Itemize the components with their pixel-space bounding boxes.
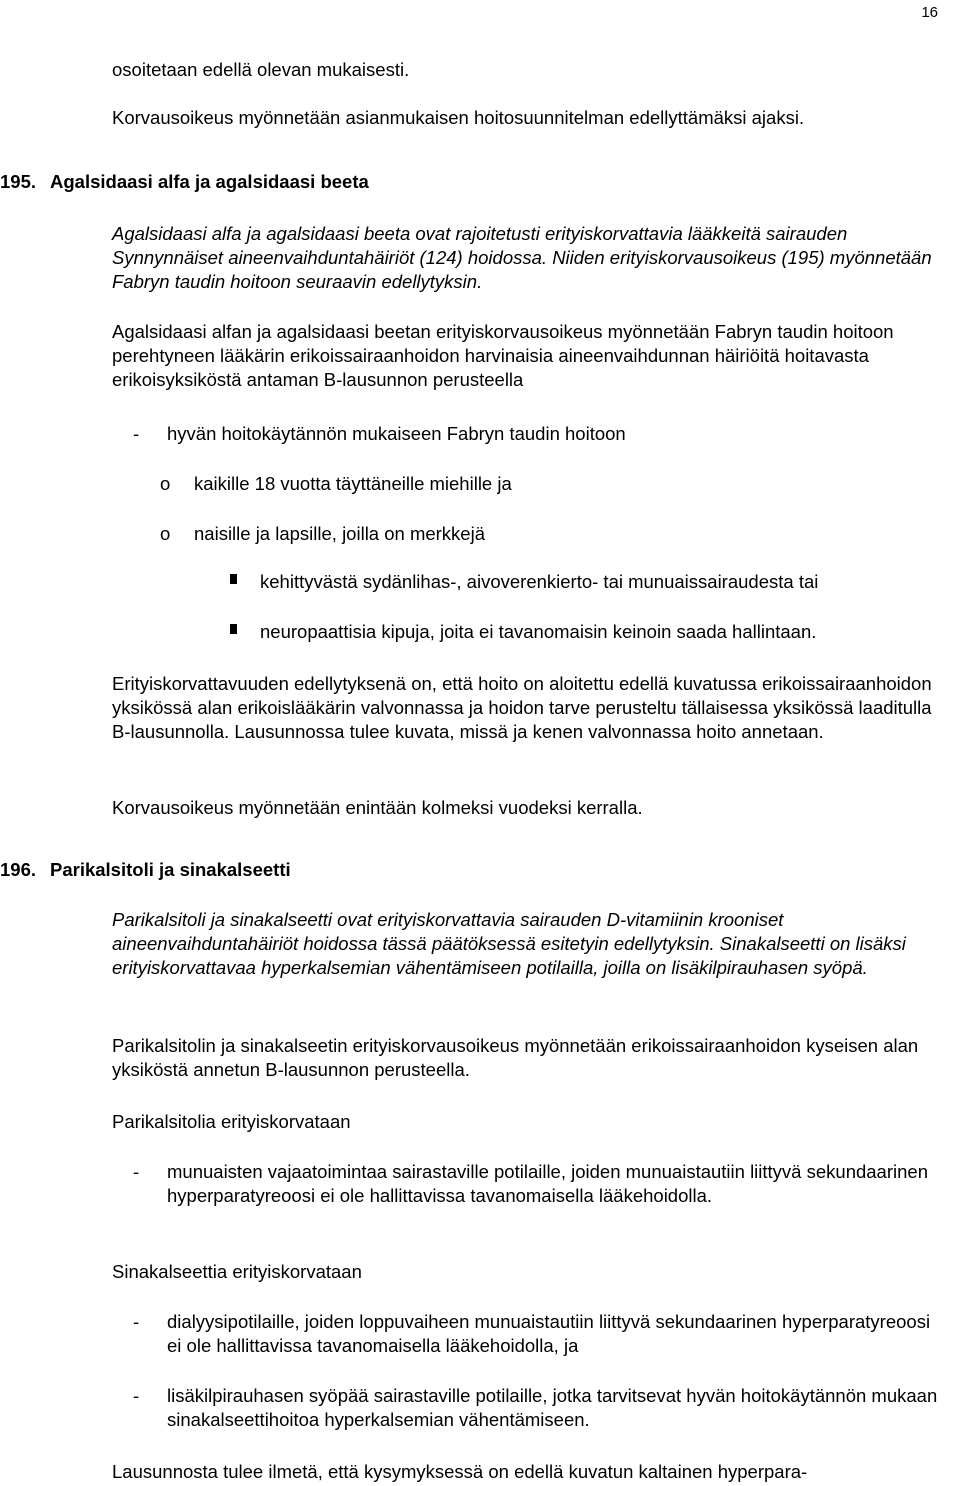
dash-bullet: - bbox=[133, 423, 140, 444]
dash-bullet: - bbox=[133, 1385, 140, 1406]
section-196-title: Parikalsitoli ja sinakalseetti bbox=[50, 859, 291, 880]
section-195-square-item-1: kehittyvästä sydänlihas-, aivoverenkierto- tai munuaissairaudesta tai bbox=[260, 571, 819, 592]
section-195-paragraph-4: Korvausoikeus myönnetään enintään kolmeksi vuodeksi kerralla. bbox=[112, 797, 643, 818]
section-195-dash-item: hyvän hoitokäytännön mukaiseen Fabryn taudin hoitoon bbox=[167, 423, 626, 444]
section-196-italic-paragraph: Parikalsitoli ja sinakalseetti ovat erityiskorvattavia sairauden D-vitamiinin krooniset aineenvaihduntahäiriöt hoidossa tässä päätöksessä esitetyin edellytyksin. Sinakalseetti on lisäksi erityiskorvattavaa hyperkalsemian vähentämiseen potilailla, joilla on lisäkilpirauhasen syöpä. bbox=[112, 909, 906, 978]
square-bullet-icon bbox=[230, 624, 237, 634]
section-195-paragraph-2: Agalsidaasi alfan ja agalsidaasi beetan erityiskorvausoikeus myönnetään Fabryn taudin hoitoon perehtyneen lääkärin erikoissairaanhoidon harvinaisia aineenvaihdunnan häiriöitä hoitavasta erikoisyksiköstä antaman B-lausunnon perusteella bbox=[112, 321, 894, 390]
section-195-number: 195. bbox=[0, 171, 37, 192]
section-195-o-item-2: naisille ja lapsille, joilla on merkkejä bbox=[194, 523, 485, 544]
section-195-paragraph-3: Erityiskorvattavuuden edellytyksenä on, että hoito on aloitettu edellä kuvatussa erikoissairaanhoidon yksikössä alan erikoislääkärin valvonnassa ja hoidon tarve perusteltu tällaisessa yksikössä laaditulla B-lausunnolla. Lausunnossa tulee kuvata, missä ja kenen valvonnassa hoito annetaan. bbox=[112, 673, 932, 742]
section-196-dash-item-3: lisäkilpirauhasen syöpää sairastaville potilaille, jotka tarvitsevat hyvän hoitokäytännön mukaan sinakalseettihoitoa hyperkalsemian vähentämiseen. bbox=[167, 1385, 938, 1430]
o-bullet: o bbox=[160, 523, 171, 544]
section-195-square-item-2: neuropaattisia kipuja, joita ei tavanomaisin keinoin saada hallintaan. bbox=[260, 621, 817, 642]
section-196-paragraph-5: Lausunnosta tulee ilmetä, että kysymyksessä on edellä kuvatun kaltainen hyperpara- bbox=[112, 1461, 808, 1482]
page-number: 16 bbox=[921, 4, 938, 21]
section-196-dash-item-1: munuaisten vajaatoimintaa sairastaville potilaille, joiden munuaistautiin liittyvä sekundaarinen hyperparatyreoosi ei ole hallittavissa tavanomaisella lääkehoidolla. bbox=[167, 1161, 928, 1206]
section-196-paragraph-2: Parikalsitolin ja sinakalseetin erityiskorvausoikeus myönnetään erikoissairaanhoidon kyseisen alan yksiköstä annetun B-lausunnon perusteella. bbox=[112, 1035, 919, 1080]
section-196-number: 196. bbox=[0, 859, 37, 880]
paragraph-intro-2: Korvausoikeus myönnetään asianmukaisen hoitosuunnitelman edellyttämäksi ajaksi. bbox=[112, 107, 805, 128]
section-195-title: Agalsidaasi alfa ja agalsidaasi beeta bbox=[50, 171, 369, 192]
section-195-italic-paragraph: Agalsidaasi alfa ja agalsidaasi beeta ovat rajoitetusti erityiskorvattavia lääkkeitä sairauden Synnynnäiset aineenvaihduntahäiriöt (124) hoidossa. Niiden erityiskorvausoikeus (195) myönnetään Fabryn taudin hoitoon seuraavin edellytyksin. bbox=[112, 223, 932, 292]
paragraph-intro-1: osoitetaan edellä olevan mukaisesti. bbox=[112, 59, 410, 80]
section-195-o-item-1: kaikille 18 vuotta täyttäneille miehille ja bbox=[194, 473, 512, 494]
section-196-dash-item-2: dialyysipotilaille, joiden loppuvaiheen munuaistautiin liittyvä sekundaarinen hyperparatyreoosi ei ole hallittavissa tavanomaisella lääkehoidolla, ja bbox=[167, 1311, 931, 1356]
section-196-paragraph-3: Parikalsitolia erityiskorvataan bbox=[112, 1111, 351, 1132]
dash-bullet: - bbox=[133, 1311, 140, 1332]
dash-bullet: - bbox=[133, 1161, 140, 1182]
o-bullet: o bbox=[160, 473, 171, 494]
section-196-paragraph-4: Sinakalseettia erityiskorvataan bbox=[112, 1261, 362, 1282]
square-bullet-icon bbox=[230, 574, 237, 584]
